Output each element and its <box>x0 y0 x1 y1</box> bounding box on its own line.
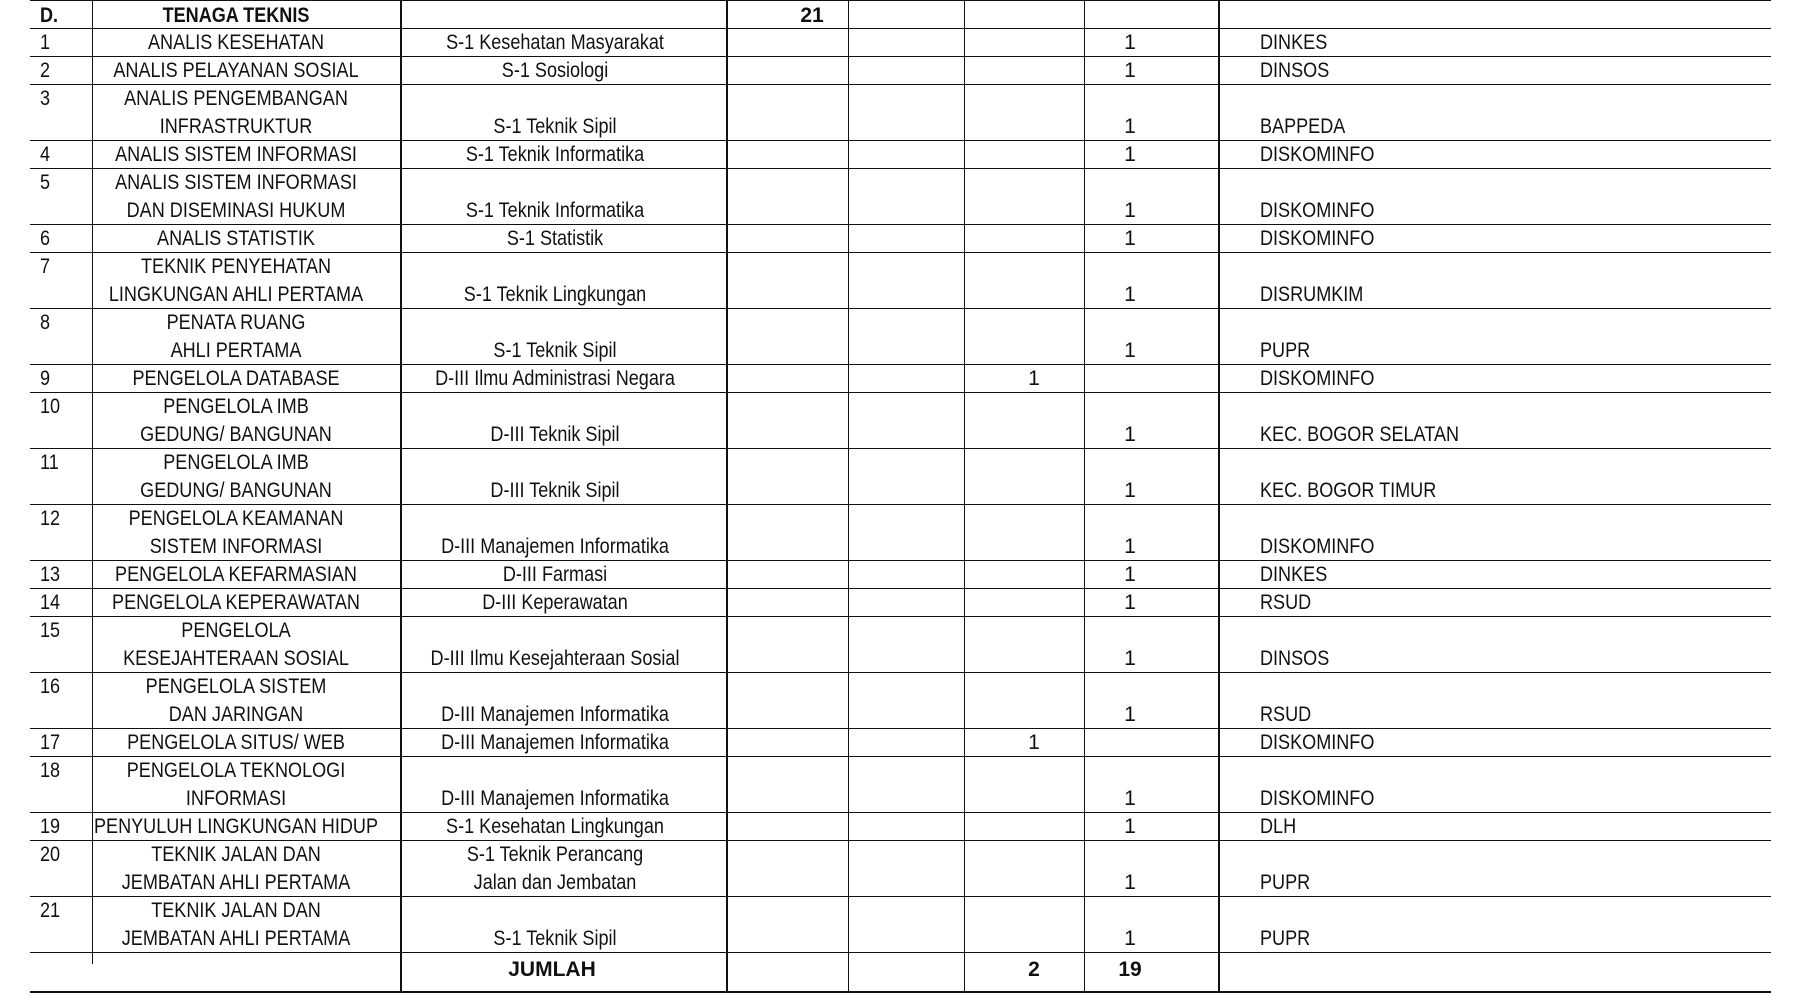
row-number: 8 <box>40 311 51 334</box>
row-number: 19 <box>40 815 61 838</box>
row-number: 3 <box>40 87 51 110</box>
position-name: PENYULUH LINGKUNGAN HIDUP <box>93 815 379 838</box>
education-qualification: D-III Manajemen Informatika <box>441 787 669 810</box>
position-name: ANALIS PENGEMBANGAN <box>124 87 348 110</box>
education-qualification: D-III Teknik Sipil <box>490 423 620 446</box>
section-title: TENAGA TEKNIS <box>162 4 310 27</box>
education-qualification: Jalan dan Jembatan <box>473 871 637 894</box>
row-number: 6 <box>40 227 51 250</box>
position-name: PENGELOLA IMB <box>163 451 309 474</box>
position-name: ANALIS SISTEM INFORMASI <box>115 171 357 194</box>
position-name: INFORMASI <box>185 787 287 810</box>
column-divider <box>92 0 93 964</box>
education-qualification: D-III Manajemen Informatika <box>441 703 669 726</box>
position-name: PENATA RUANG <box>166 311 306 334</box>
s1-count: 1 <box>1124 423 1136 446</box>
position-name: TEKNIK JALAN DAN <box>151 843 321 866</box>
education-qualification: S-1 Statistik <box>506 227 604 250</box>
position-name: INFRASTRUKTUR <box>159 115 313 138</box>
education-qualification: D-III Ilmu Kesejahteraan Sosial <box>430 647 680 670</box>
position-name: PENGELOLA KEFARMASIAN <box>115 563 357 586</box>
s1-count: 1 <box>1124 647 1136 670</box>
position-name: ANALIS SISTEM INFORMASI <box>115 143 357 166</box>
position-name: TEKNIK PENYEHATAN <box>140 255 332 278</box>
education-qualification: S-1 Sosiologi <box>501 59 609 82</box>
s1-count: 1 <box>1124 199 1136 222</box>
education-qualification: D-III Farmasi <box>502 563 608 586</box>
row-number: 2 <box>40 59 51 82</box>
position-name: PENGELOLA <box>181 619 291 642</box>
position-name: AHLI PERTAMA <box>170 339 302 362</box>
position-name: JEMBATAN AHLI PERTAMA <box>121 927 351 950</box>
row-number: 1 <box>40 31 51 54</box>
position-name: DAN JARINGAN <box>168 703 304 726</box>
position-name: TEKNIK JALAN DAN <box>151 899 321 922</box>
s1-count: 1 <box>1124 339 1136 362</box>
row-number: 5 <box>40 171 51 194</box>
s1-count: 1 <box>1124 479 1136 502</box>
table-bottom-border <box>30 991 1771 993</box>
column-divider <box>1084 0 1085 991</box>
s1-count: 1 <box>1124 115 1136 138</box>
s1-count: 1 <box>1124 787 1136 810</box>
position-name: ANALIS KESEHATAN <box>148 31 324 54</box>
d3-count: 1 <box>1028 367 1040 390</box>
work-unit: PUPR <box>1260 927 1311 950</box>
education-qualification: S-1 Kesehatan Masyarakat <box>446 31 664 54</box>
work-unit: DLH <box>1260 815 1297 838</box>
position-name: PENGELOLA SITUS/ WEB <box>127 731 345 754</box>
column-divider <box>726 0 728 991</box>
position-name: KESEJAHTERAAN SOSIAL <box>123 647 349 670</box>
education-qualification: D-III Keperawatan <box>482 591 628 614</box>
work-unit: DISKOMINFO <box>1260 731 1375 754</box>
section-count: 21 <box>800 4 824 27</box>
s1-count: 1 <box>1124 143 1136 166</box>
row-number: 20 <box>40 843 61 866</box>
education-qualification: S-1 Teknik Sipil <box>493 339 617 362</box>
row-number: 18 <box>40 759 61 782</box>
row-number: 17 <box>40 731 61 754</box>
s1-count: 1 <box>1124 227 1136 250</box>
education-qualification: S-1 Teknik Perancang <box>466 843 644 866</box>
work-unit: DINKES <box>1260 563 1328 586</box>
s1-count: 1 <box>1124 283 1136 306</box>
position-name: GEDUNG/ BANGUNAN <box>140 423 332 446</box>
total-d3: 2 <box>1028 958 1040 981</box>
work-unit: RSUD <box>1260 591 1312 614</box>
work-unit: DISRUMKIM <box>1260 283 1364 306</box>
column-divider <box>848 0 849 991</box>
education-qualification: S-1 Teknik Sipil <box>493 927 617 950</box>
s1-count: 1 <box>1124 927 1136 950</box>
work-unit: DISKOMINFO <box>1260 787 1375 810</box>
s1-count: 1 <box>1124 871 1136 894</box>
section-letter: D. <box>40 4 59 27</box>
work-unit: DINSOS <box>1260 647 1330 670</box>
position-name: PENGELOLA SISTEM <box>145 675 327 698</box>
position-name: ANALIS STATISTIK <box>157 227 315 250</box>
row-number: 16 <box>40 675 61 698</box>
row-number: 12 <box>40 507 61 530</box>
row-number: 4 <box>40 143 51 166</box>
s1-count: 1 <box>1124 563 1136 586</box>
s1-count: 1 <box>1124 59 1136 82</box>
work-unit: RSUD <box>1260 703 1312 726</box>
row-number: 13 <box>40 563 61 586</box>
position-name: PENGELOLA IMB <box>163 395 309 418</box>
row-divider <box>30 0 1771 1</box>
row-number: 11 <box>40 451 59 474</box>
row-number: 10 <box>40 395 61 418</box>
education-qualification: S-1 Kesehatan Lingkungan <box>446 815 664 838</box>
education-qualification: D-III Teknik Sipil <box>490 479 620 502</box>
education-qualification: D-III Ilmu Administrasi Negara <box>435 367 675 390</box>
s1-count: 1 <box>1124 815 1136 838</box>
position-name: GEDUNG/ BANGUNAN <box>140 479 332 502</box>
position-name: PENGELOLA DATABASE <box>132 367 340 390</box>
work-unit: KEC. BOGOR TIMUR <box>1260 479 1437 502</box>
d3-count: 1 <box>1028 731 1040 754</box>
position-name: PENGELOLA TEKNOLOGI <box>126 759 346 782</box>
row-number: 9 <box>40 367 51 390</box>
work-unit: PUPR <box>1260 871 1311 894</box>
work-unit: DISKOMINFO <box>1260 367 1375 390</box>
position-name: PENGELOLA KEAMANAN <box>128 507 344 530</box>
education-qualification: S-1 Teknik Informatika <box>465 199 645 222</box>
education-qualification: S-1 Teknik Sipil <box>493 115 617 138</box>
work-unit: DINSOS <box>1260 59 1330 82</box>
education-qualification: D-III Manajemen Informatika <box>441 731 669 754</box>
work-unit: BAPPEDA <box>1260 115 1346 138</box>
work-unit: KEC. BOGOR SELATAN <box>1260 423 1460 446</box>
work-unit: DISKOMINFO <box>1260 227 1375 250</box>
position-name: JEMBATAN AHLI PERTAMA <box>121 871 351 894</box>
s1-count: 1 <box>1124 591 1136 614</box>
column-divider <box>964 0 965 991</box>
education-qualification: S-1 Teknik Informatika <box>465 143 645 166</box>
total-label: JUMLAH <box>508 958 596 981</box>
total-s1: 19 <box>1118 958 1142 981</box>
work-unit: DISKOMINFO <box>1260 199 1375 222</box>
work-unit: DINKES <box>1260 31 1328 54</box>
position-name: LINGKUNGAN AHLI PERTAMA <box>108 283 364 306</box>
position-name: DAN DISEMINASI HUKUM <box>126 199 346 222</box>
work-unit: DISKOMINFO <box>1260 535 1375 558</box>
s1-count: 1 <box>1124 703 1136 726</box>
s1-count: 1 <box>1124 31 1136 54</box>
position-name: PENGELOLA KEPERAWATAN <box>112 591 360 614</box>
column-divider <box>1218 0 1220 991</box>
work-unit: DISKOMINFO <box>1260 143 1375 166</box>
row-number: 21 <box>40 899 61 922</box>
education-qualification: S-1 Teknik Lingkungan <box>463 283 647 306</box>
position-name: SISTEM INFORMASI <box>149 535 323 558</box>
work-unit: PUPR <box>1260 339 1311 362</box>
s1-count: 1 <box>1124 535 1136 558</box>
row-number: 14 <box>40 591 61 614</box>
column-divider <box>400 0 402 991</box>
row-number: 15 <box>40 619 61 642</box>
position-name: ANALIS PELAYANAN SOSIAL <box>113 59 359 82</box>
education-qualification: D-III Manajemen Informatika <box>441 535 669 558</box>
row-number: 7 <box>40 255 51 278</box>
